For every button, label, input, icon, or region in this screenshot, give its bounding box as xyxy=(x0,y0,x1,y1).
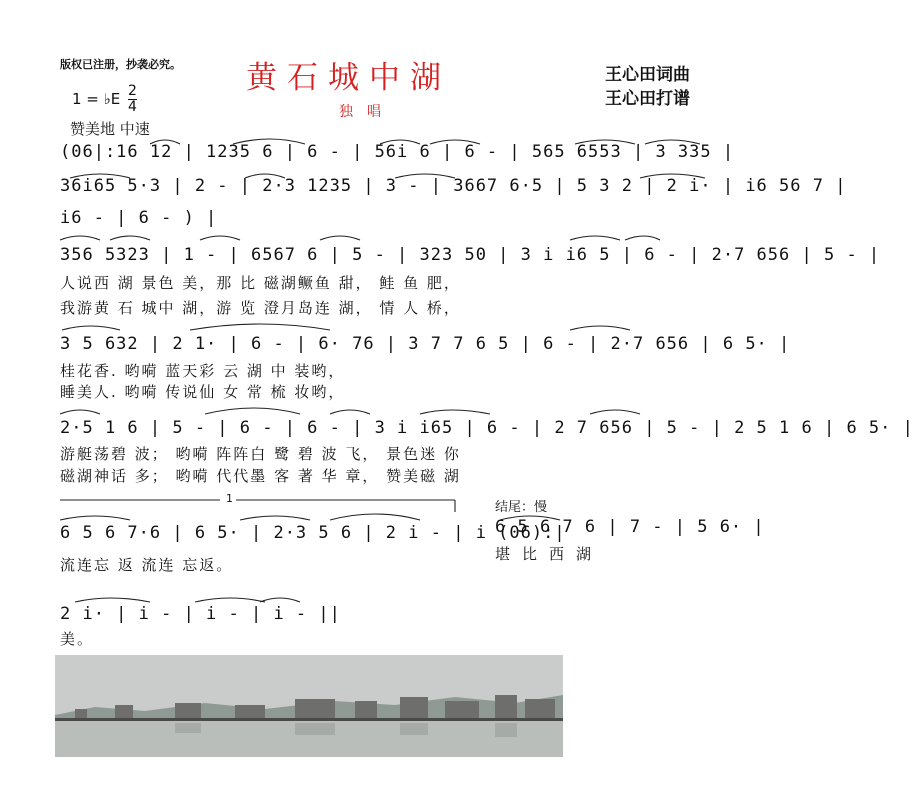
lyric-verse-2: 磁湖神话 多； 哟嗬 代代墨 客 著 华 章， 赞美磁 湖 xyxy=(60,467,461,485)
lyric-verse-2: 睡美人. 哟嗬 传说仙 女 常 梳 妆哟， xyxy=(60,383,346,401)
time-sig-bottom: 4 xyxy=(128,99,137,115)
notation-line: (06|:16 12 | 1235 6 | 6 - | 56i 6 | 6 - | 565 6553 | 3 335 | xyxy=(60,142,735,162)
song-title: 黄石城中湖 xyxy=(246,60,451,96)
lyric-verse-1: 游艇荡碧 波； 哟嗬 阵阵白 鹭 碧 波 飞， 景色迷 你 xyxy=(60,445,461,463)
notation-line: 36i65 5·3 | 2 - | 2·3 1235 | 3 - | 3667 6·5 | 5 3 2 | 2 i· | i6 56 7 | xyxy=(60,176,847,196)
copyright-notice: 版权已注册，抄袭必究。 xyxy=(60,58,181,71)
lyric-verse-1: 人说西 湖 景色 美，那 比 磁湖鳜鱼 甜， 鲑 鱼 肥， xyxy=(60,274,461,292)
coda-label: 结尾：慢 xyxy=(495,500,548,515)
tempo-marking: 赞美地 中速 xyxy=(70,120,150,138)
author-transcription: 王心田打谱 xyxy=(605,89,690,109)
notation-line: 2·5 1 6 | 5 - | 6 - | 6 - | 3 i i65 | 6 - | 2 7 656 | 5 - | 2 5 1 6 | 6 5· | xyxy=(60,418,914,438)
time-sig-top: 2 xyxy=(128,83,137,99)
notation-line: 2 i· | i - | i - | i - || xyxy=(60,604,341,624)
lyric-ending: 美。 xyxy=(60,630,95,648)
performance-type: 独唱 xyxy=(339,104,395,120)
notation-line: 356 5323 | 1 - | 6567 6 | 5 - | 323 50 | 3 i i6 5 | 6 - | 2·7 656 | 5 - | xyxy=(60,245,881,265)
notation-line-coda: 6 5 6 7 6 | 7 - | 5 6· | xyxy=(495,517,765,537)
lyric-verse-2: 我游黄 石 城中 湖，游 览 澄月岛连 湖， 情 人 桥， xyxy=(60,299,461,317)
author-lyrics-music: 王心田词曲 xyxy=(605,65,690,85)
key-signature: 1 = ♭E xyxy=(72,90,121,108)
lyric-refrain: 流连忘 返 流连 忘返。 xyxy=(60,556,234,574)
notation-line: i6 - | 6 - ) | xyxy=(60,208,218,228)
time-signature xyxy=(128,84,137,115)
lyric-verse-1: 桂花香. 哟嗬 蓝天彩 云 湖 中 装哟， xyxy=(60,362,346,380)
lake-photo-drawing xyxy=(55,655,563,757)
lyric-coda: 堪比西湖 xyxy=(495,545,604,563)
notation-line: 6 5 6 7·6 | 6 5· | 2·3 5 6 | 2 i - | i (06):| xyxy=(60,523,566,543)
volta-bracket-label: 1 xyxy=(226,492,233,505)
notation-line: 3 5 632 | 2 1· | 6 - | 6· 76 | 3 7 7 6 5 | 6 - | 2·7 656 | 6 5· | xyxy=(60,334,791,354)
lake-photo xyxy=(55,655,563,757)
